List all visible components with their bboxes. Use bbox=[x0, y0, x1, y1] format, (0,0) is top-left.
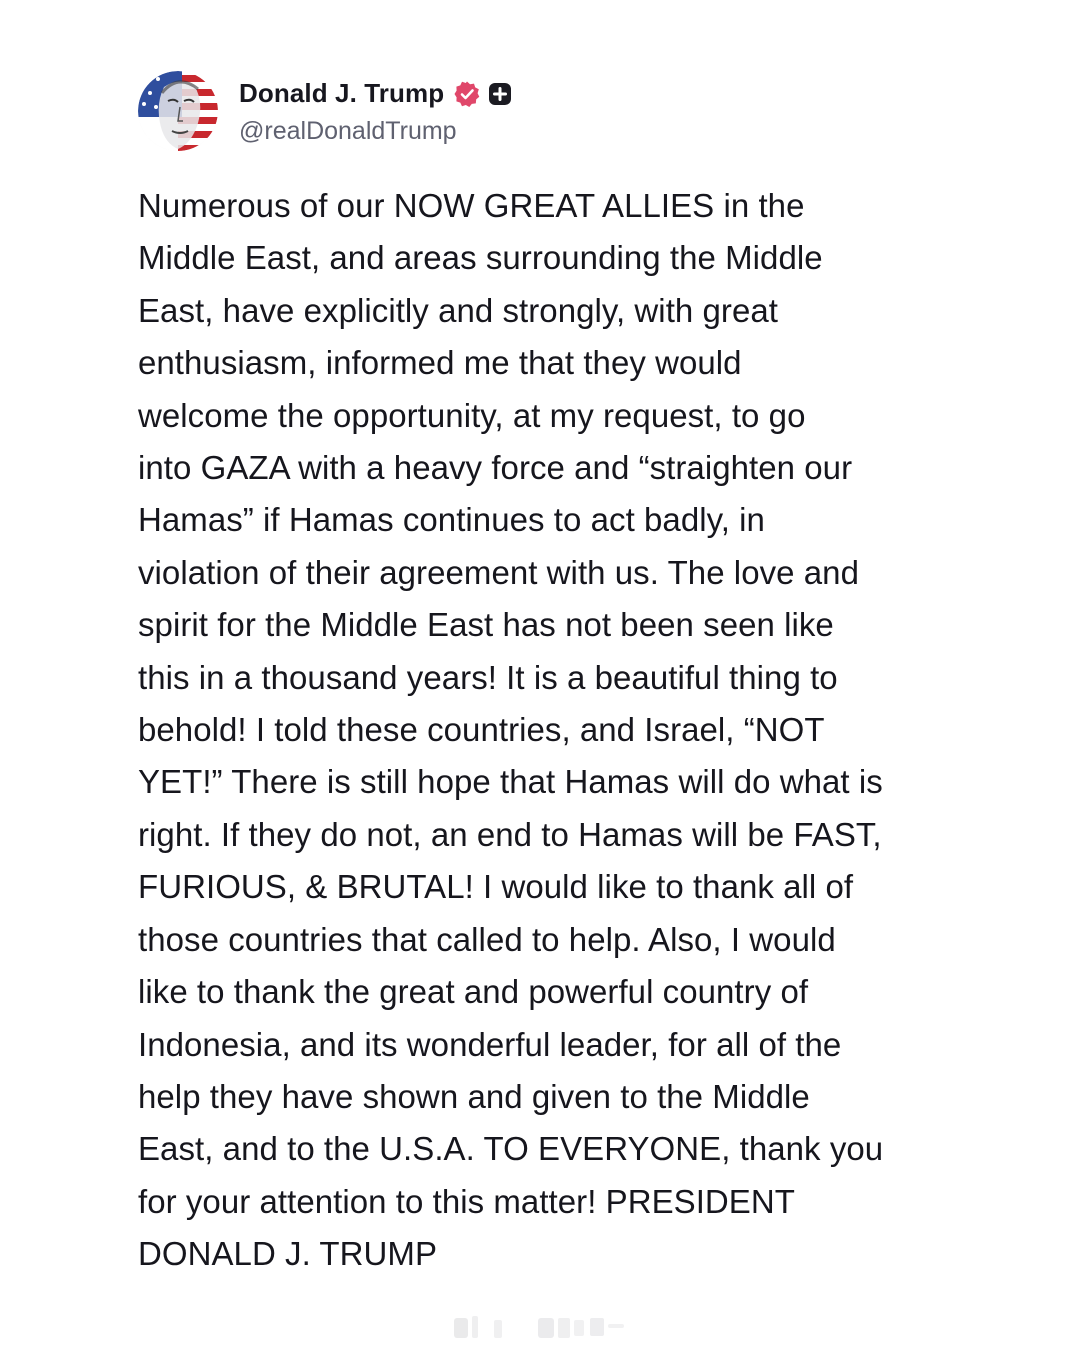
post-line: Middle East, and areas surrounding the Middle bbox=[138, 239, 823, 277]
post-line: help they have shown and given to the Middle bbox=[138, 1077, 810, 1115]
post-header bbox=[138, 70, 512, 152]
post-line: spirit for the Middle East has not been seen like bbox=[138, 606, 834, 644]
post-line: welcome the opportunity, at my request, to go bbox=[138, 396, 806, 434]
post-line: violation of their agreement with us. The love and bbox=[138, 553, 859, 591]
post-line: right. If they do not, an end to Hamas will be FAST, bbox=[138, 815, 882, 853]
post-line: Indonesia, and its wonderful leader, for all of the bbox=[138, 1025, 842, 1063]
post-line: like to thank the great and powerful country of bbox=[138, 973, 809, 1011]
post-line: enthusiasm, informed me that they would bbox=[138, 344, 742, 382]
author-handle[interactable]: @realDonaldTrump bbox=[239, 116, 457, 145]
post-line: those countries that called to help. Also, I would bbox=[138, 920, 836, 958]
post-line: behold! I told these countries, and Israel, “NOT bbox=[138, 711, 825, 749]
post-line: Hamas” if Hamas continues to act badly, in bbox=[138, 501, 765, 539]
post-line: East, have explicitly and strongly, with great bbox=[138, 291, 778, 329]
post-line: this in a thousand years! It is a beautiful thing to bbox=[138, 658, 838, 696]
post-line: FURIOUS, & BRUTAL! I would like to thank all of bbox=[138, 868, 854, 906]
post-line: for your attention to this matter! PRESIDENT bbox=[138, 1182, 795, 1220]
author-display-name[interactable]: Donald J. Trump bbox=[239, 78, 445, 108]
portrait-avatar-icon bbox=[138, 71, 218, 151]
post-line: East, and to the U.S.A. TO EVERYONE, thank you bbox=[138, 1130, 884, 1168]
post-line: Numerous of our NOW GREAT ALLIES in the bbox=[138, 187, 805, 224]
plus-badge-icon bbox=[488, 82, 512, 106]
post-line: DONALD J. TRUMP bbox=[138, 1235, 438, 1273]
post-body bbox=[138, 180, 958, 1281]
post-line: YET!” There is still hope that Hamas will do what is bbox=[138, 763, 883, 801]
author-identity bbox=[239, 77, 512, 146]
post-line: into GAZA with a heavy force and “straighten our bbox=[138, 449, 853, 487]
name-row bbox=[239, 77, 512, 111]
author-avatar[interactable] bbox=[138, 71, 218, 151]
watermark-graphic bbox=[448, 1312, 638, 1342]
verified-badge-icon bbox=[453, 80, 481, 108]
